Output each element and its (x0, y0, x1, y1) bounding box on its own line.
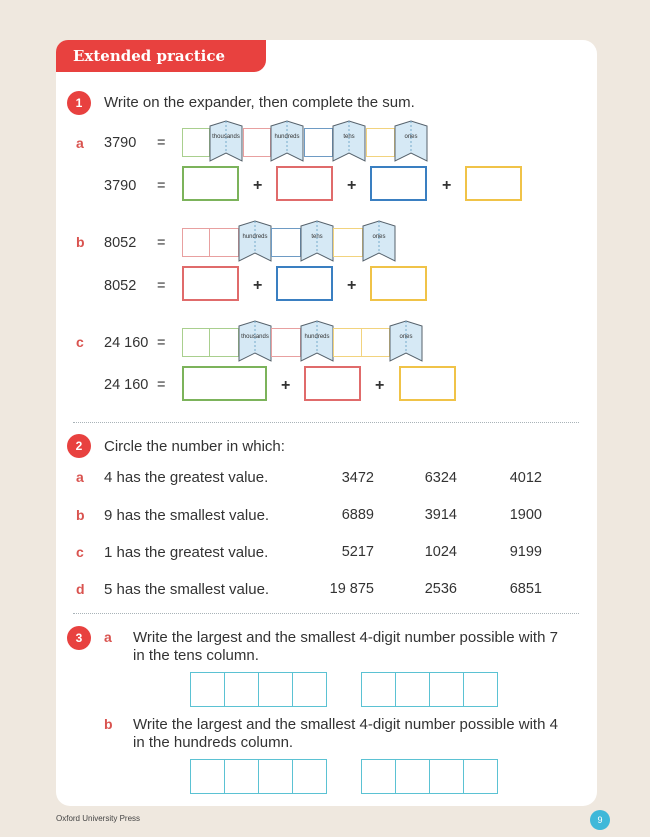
question-2-badge: 2 (67, 434, 91, 458)
fold-label: thousands (212, 134, 240, 140)
q1a-hundreds-box[interactable] (276, 166, 333, 201)
q2d-option[interactable]: 2536 (424, 581, 457, 597)
expander-cell-thousands[interactable] (209, 328, 239, 357)
q2c-text: 1 has the greatest value. (104, 544, 269, 561)
question-1-badge: 1 (67, 91, 91, 115)
q3b-letter: b (104, 716, 113, 732)
q2d-option[interactable]: 6851 (509, 581, 542, 597)
q2d-text: 5 has the smallest value. (104, 581, 270, 598)
expander-cell-tens[interactable] (333, 328, 362, 357)
fold-ones (389, 320, 423, 362)
fold-label: hundreds (242, 234, 268, 240)
fold-label: ones (399, 334, 413, 340)
fold-label: thousands (241, 334, 269, 340)
fold-label: tens (343, 134, 355, 140)
q1c-letter: c (76, 334, 84, 350)
q1a-letter: a (76, 135, 84, 151)
expander-cell-ones[interactable] (361, 328, 390, 357)
fold-hundreds (238, 220, 272, 262)
plus-sign: + (347, 277, 357, 294)
question-2-prompt: Circle the number in which: (104, 438, 285, 455)
q1b-letter: b (76, 234, 85, 250)
digit-cell[interactable] (464, 760, 497, 793)
q3a-smallest-digit-grid[interactable] (361, 672, 498, 707)
digit-cell[interactable] (464, 673, 497, 706)
fold-label: ones (372, 234, 386, 240)
q3a-line1: Write the largest and the smallest 4-digit number possible with 7 (133, 629, 558, 646)
expander-cell-ones[interactable] (333, 228, 363, 257)
q3a-largest-digit-grid[interactable] (190, 672, 327, 707)
digit-cell[interactable] (293, 760, 326, 793)
digit-cell[interactable] (225, 760, 259, 793)
page-number-badge: 9 (590, 810, 610, 830)
q2c-option[interactable]: 1024 (424, 544, 457, 560)
q1a-equals-sum: = (157, 178, 166, 194)
plus-sign: + (253, 277, 263, 294)
q1a-number-sum: 3790 (104, 178, 137, 194)
q2a-option[interactable]: 4012 (509, 470, 542, 486)
digit-cell[interactable] (225, 673, 259, 706)
expander-cell-ten-thousands[interactable] (182, 328, 210, 357)
digit-cell[interactable] (430, 673, 464, 706)
fold-ones (394, 120, 428, 162)
q3b-line1: Write the largest and the smallest 4-digit number possible with 4 (133, 716, 558, 733)
digit-cell[interactable] (259, 673, 293, 706)
q3b-line2: in the hundreds column. (133, 734, 294, 751)
fold-thousands (209, 120, 243, 162)
q1c-thousands-box[interactable] (182, 366, 267, 401)
fold-ones (362, 220, 396, 262)
expander-cell-hundreds[interactable] (271, 328, 301, 357)
q3a-letter: a (104, 629, 112, 645)
digit-cell[interactable] (259, 760, 293, 793)
q1a-thousands-box[interactable] (182, 166, 239, 201)
digit-cell[interactable] (396, 760, 430, 793)
q1c-number-sum: 24 160 (104, 377, 149, 393)
q2c-option[interactable]: 9199 (509, 544, 542, 560)
fold-hundreds (270, 120, 304, 162)
expander-cell-tens[interactable] (304, 128, 333, 157)
q3b-smallest-digit-grid[interactable] (361, 759, 498, 794)
digit-cell[interactable] (362, 673, 396, 706)
section-divider (73, 422, 579, 423)
q1c-hundreds-box[interactable] (304, 366, 361, 401)
digit-cell[interactable] (396, 673, 430, 706)
q1a-number: 3790 (104, 135, 137, 151)
q1b-tens-box[interactable] (276, 266, 333, 301)
question-1-prompt: Write on the expander, then complete the sum. (104, 94, 415, 111)
fold-hundreds (300, 320, 334, 362)
q2c-option[interactable]: 5217 (341, 544, 374, 560)
q2a-text: 4 has the greatest value. (104, 469, 269, 486)
fold-tens (300, 220, 334, 262)
q1a-tens-box[interactable] (370, 166, 427, 201)
expander-cell-hundreds[interactable] (209, 228, 239, 257)
q3a-line2: in the tens column. (133, 647, 259, 664)
q2c-letter: c (76, 544, 84, 560)
plus-sign: + (253, 177, 263, 194)
q2d-letter: d (76, 581, 85, 597)
plus-sign: + (442, 177, 452, 194)
q2a-option[interactable]: 6324 (424, 470, 457, 486)
q1b-equals-sum: = (157, 278, 166, 294)
expander-cell-ones[interactable] (366, 128, 395, 157)
publisher-footer: Oxford University Press (56, 814, 141, 823)
plus-sign: + (375, 377, 385, 394)
section-title-banner: Extended practice (56, 40, 266, 72)
fold-tens (332, 120, 366, 162)
q3b-largest-digit-grid[interactable] (190, 759, 327, 794)
expander-cell-thousands[interactable] (182, 128, 210, 157)
q2b-option[interactable]: 1900 (509, 507, 542, 523)
q1a-equals: = (157, 135, 166, 151)
digit-cell[interactable] (293, 673, 326, 706)
q2b-option[interactable]: 3914 (424, 507, 457, 523)
q1c-ones-box[interactable] (399, 366, 456, 401)
expander-cell-thousands[interactable] (182, 228, 210, 257)
section-divider (73, 613, 579, 614)
q2a-letter: a (76, 469, 84, 485)
q1c-equals: = (157, 335, 166, 351)
digit-cell[interactable] (430, 760, 464, 793)
fold-label: hundreds (304, 334, 330, 340)
q2a-option[interactable]: 3472 (341, 470, 374, 486)
q2b-text: 9 has the smallest value. (104, 507, 270, 524)
q1b-ones-box[interactable] (370, 266, 427, 301)
q2b-option[interactable]: 6889 (341, 507, 374, 523)
q1b-thousands-box[interactable] (182, 266, 239, 301)
digit-cell[interactable] (191, 673, 225, 706)
plus-sign: + (281, 377, 291, 394)
question-3-badge: 3 (67, 626, 91, 650)
expander-cell-hundreds[interactable] (243, 128, 271, 157)
q1b-number-sum: 8052 (104, 278, 137, 294)
q2d-option[interactable]: 19 875 (329, 581, 374, 597)
fold-label: ones (404, 134, 418, 140)
fold-label: tens (311, 234, 323, 240)
q2b-letter: b (76, 507, 85, 523)
q1c-number: 24 160 (104, 335, 149, 351)
fold-label: hundreds (274, 134, 300, 140)
expander-cell-tens[interactable] (271, 228, 301, 257)
q1c-equals-sum: = (157, 377, 166, 393)
q1a-ones-box[interactable] (465, 166, 522, 201)
digit-cell[interactable] (191, 760, 225, 793)
digit-cell[interactable] (362, 760, 396, 793)
plus-sign: + (347, 177, 357, 194)
q1b-number: 8052 (104, 235, 137, 251)
fold-thousands (238, 320, 272, 362)
q1b-equals: = (157, 235, 166, 251)
